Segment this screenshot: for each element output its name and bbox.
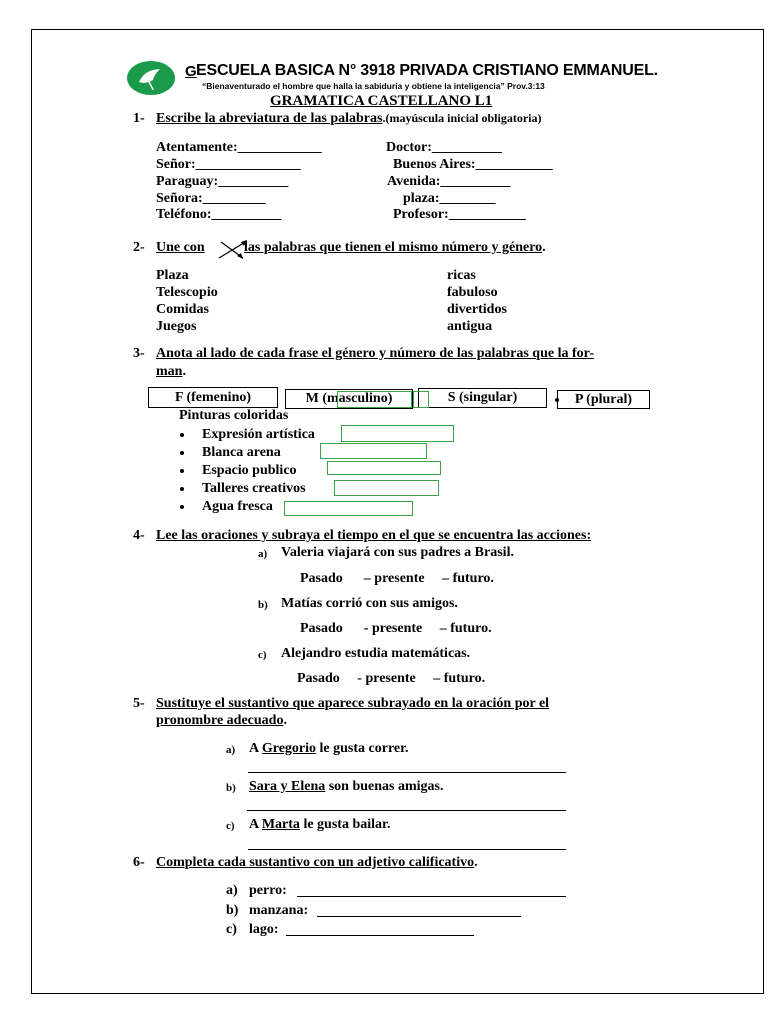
q1-left-item: Paraguay:__________ [156, 174, 289, 189]
q4-sentence: Matías corrió con sus amigos. [281, 596, 458, 611]
q5-sentence [249, 779, 444, 795]
legend-green-box [337, 391, 412, 408]
q3-item: Espacio publico [202, 463, 297, 478]
q3-item: Agua fresca [202, 499, 273, 514]
q6-word: perro: [249, 883, 287, 898]
q1-right-item: Profesor:___________ [393, 207, 526, 222]
answer-box[interactable] [327, 461, 441, 475]
q5-letter: b) [226, 782, 236, 794]
q2-title-a: Une con [156, 240, 205, 255]
q1-title [156, 111, 541, 127]
q2-right-item: antigua [447, 319, 493, 334]
q5-noun: Gregorio [261, 741, 317, 756]
q3-title-line2-text: man [156, 364, 183, 379]
q3-heading: Pinturas coloridas [179, 408, 289, 423]
q3-item: Expresión artística [202, 427, 315, 442]
q1-left-item: Atentamente:____________ [156, 140, 322, 155]
q3-title-line1: Anota al lado de cada frase el género y número de las palabras que la for- [156, 346, 595, 361]
q2-number: 2- [133, 240, 145, 255]
legend-singular: S (singular) [418, 388, 547, 408]
q2-right-item: ricas [447, 268, 476, 283]
q6-letter: c) [226, 922, 237, 937]
q6-title [156, 855, 478, 871]
q4-letter: a) [258, 548, 268, 560]
q5-letter: c) [226, 820, 235, 832]
q1-left-item: Señor:_______________ [156, 157, 301, 172]
q5-post: le gusta correr. [316, 741, 409, 756]
q5-noun: Sara y Elena [249, 779, 326, 794]
q2-title-b-text: las palabras que tienen el mismo número y género [244, 240, 543, 255]
q3-item: Blanca arena [202, 445, 281, 460]
q5-sentence [249, 741, 409, 757]
q4-number: 4- [133, 528, 145, 543]
q5-sentence [249, 817, 390, 833]
q5-title-line1: Sustituye el sustantivo que aparece subrayado en la oración por el [156, 696, 550, 711]
q1-right-item: Doctor:__________ [386, 140, 502, 155]
q5-number: 5- [133, 696, 145, 711]
q4-options: Pasado - presente – futuro. [300, 621, 492, 636]
school-name: ESCUELA BASICA N° 3918 PRIVADA CRISTIANO EMMANUEL. [196, 62, 658, 79]
q1-title-note: .(mayúscula inicial obligatoria) [382, 111, 542, 125]
q4-title: Lee las oraciones y subraya el tiempo en el que se encuentra las acciones: [156, 528, 592, 543]
q1-right-item: Avenida:__________ [387, 174, 511, 189]
q5-pre: A [249, 741, 262, 756]
logo-letter: G [185, 63, 197, 80]
q5-title-end: . [283, 713, 287, 728]
q2-left-item: Comidas [156, 302, 209, 317]
q2-left-item: Juegos [156, 319, 197, 334]
q1-left-item: Señora:_________ [156, 191, 266, 206]
legend-green-box [413, 391, 429, 408]
q5-post: son buenas amigas. [325, 779, 444, 794]
q4-options: Pasado - presente – futuro. [297, 671, 486, 686]
subject-title: GRAMATICA CASTELLANO L1 [270, 93, 493, 109]
q1-left-item: Teléfono:__________ [156, 207, 282, 222]
legend-masculino: M (masculino) [285, 389, 413, 409]
q2-title-end: . [542, 240, 546, 255]
q3-number: 3- [133, 346, 145, 361]
legend-dot [555, 398, 559, 402]
bullet [180, 433, 184, 437]
q6-letter: a) [226, 883, 238, 898]
q6-word: manzana: [249, 903, 309, 918]
answer-box[interactable] [341, 425, 454, 442]
q2-right-item: fabuloso [447, 285, 498, 300]
q6-number: 6- [133, 855, 145, 870]
bullet [180, 505, 184, 509]
q2-left-item: Plaza [156, 268, 189, 283]
q6-letter: b) [226, 903, 239, 918]
q5-title-line2-text: pronombre adecuado [156, 713, 284, 728]
q5-title-line2 [156, 713, 287, 729]
q5-letter: a) [226, 744, 236, 756]
q2-left-item: Telescopio [156, 285, 218, 300]
q1-right-item: Buenos Aires:___________ [393, 157, 553, 172]
q3-title-end: . [182, 364, 186, 379]
q4-letter: b) [258, 599, 268, 611]
answer-line[interactable] [248, 772, 566, 773]
motto: “Bienaventurado el hombre que halla la sabiduría y obtiene la inteligencia” Prov.3:13 [202, 81, 545, 91]
q6-title-text: Completa cada sustantivo con un adjetivo calificativo [156, 855, 475, 870]
q4-letter: c) [258, 649, 267, 661]
q4-sentence: Valeria viajará con sus padres a Brasil. [281, 545, 514, 560]
school-logo [126, 60, 176, 101]
answer-line[interactable] [286, 935, 474, 936]
q2-right-item: divertidos [447, 302, 507, 317]
answer-box[interactable] [334, 480, 439, 496]
q4-sentence: Alejandro estudia matemáticas. [281, 646, 471, 661]
q2-title-b [244, 240, 546, 256]
q1-number: 1- [133, 111, 145, 126]
q5-noun: Marta [261, 817, 300, 832]
q3-item: Talleres creativos [202, 481, 306, 496]
q5-pre: A [249, 817, 262, 832]
q6-word: lago: [249, 922, 279, 937]
q6-title-end: . [474, 855, 478, 870]
bullet [180, 469, 184, 473]
legend-plural: P (plural) [557, 390, 650, 409]
answer-line[interactable] [248, 849, 566, 850]
q1-title-text: Escribe la abreviatura de las palabras [156, 111, 383, 126]
q3-title-line2 [156, 364, 186, 380]
answer-line[interactable] [317, 916, 521, 917]
q1-right-item: plaza:________ [403, 191, 496, 206]
q5-post: le gusta bailar. [299, 817, 391, 832]
q4-options: Pasado – presente – futuro. [300, 571, 494, 586]
bullet [180, 451, 184, 455]
answer-box[interactable] [320, 443, 427, 459]
legend-femenino: F (femenino) [148, 387, 278, 408]
answer-box[interactable] [284, 501, 413, 516]
bullet [180, 487, 184, 491]
answer-line[interactable] [247, 810, 566, 811]
answer-line[interactable] [297, 896, 566, 897]
